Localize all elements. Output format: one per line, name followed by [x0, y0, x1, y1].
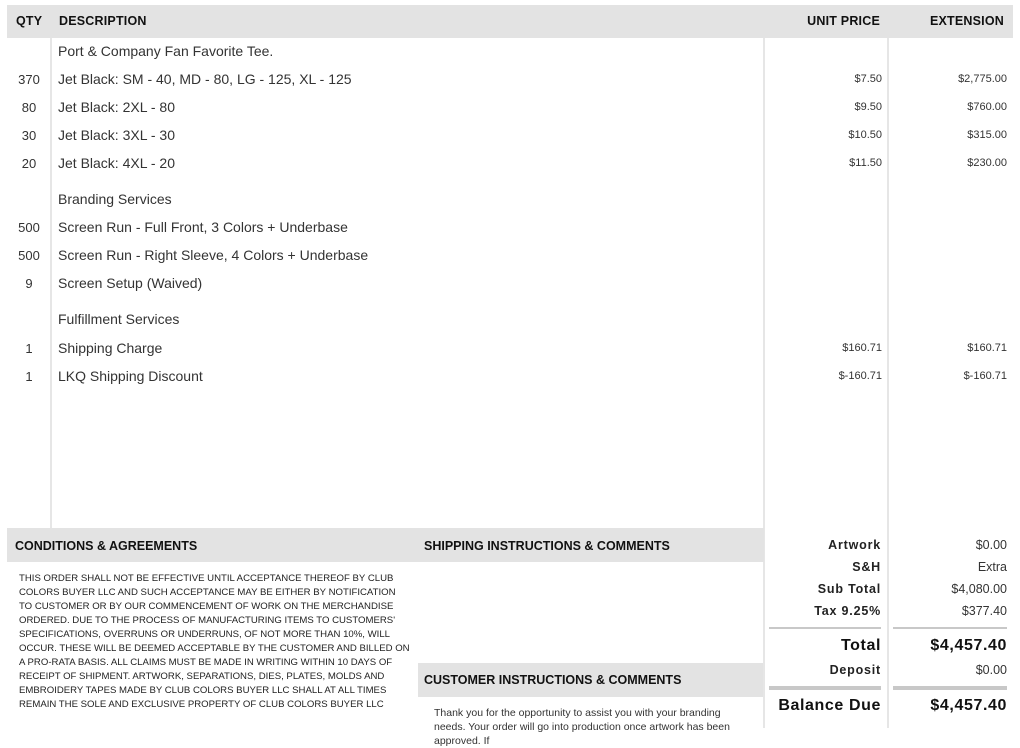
- line-item-extension: $2,775.00: [958, 73, 1007, 85]
- shipping-title: SHIPPING INSTRUCTIONS & COMMENTS: [424, 539, 670, 553]
- line-item-qty: 30: [21, 128, 37, 143]
- balance-due-label: Balance Due: [778, 697, 881, 714]
- line-item-price: $10.50: [848, 129, 882, 141]
- line-item-desc: Shipping Charge: [58, 340, 163, 356]
- line-item-desc: Jet Black: 3XL - 30: [58, 127, 175, 143]
- customer-text: Thank you for the opportunity to assist you with your branding needs. Your order will go into production once artwork has been approved. If: [434, 707, 730, 747]
- line-item-desc: Jet Black: 4XL - 20: [58, 155, 175, 171]
- total-label: Total: [840, 637, 881, 654]
- line-item-desc: Screen Run - Full Front, 3 Colors + Underbase: [58, 219, 348, 235]
- balance-rule: [769, 686, 881, 690]
- conditions-text: THIS ORDER SHALL NOT BE EFFECTIVE UNTIL ACCEPTANCE THEREOF BY CLUB COLORS BUYER LLC AND SUCH ACCEPTANCE MAY BE EITHER BY NOTIFICATION TO CUSTOMER OR BY OUR COMMENCEMENT OF WORK ON THE MERCHANDISE ORDERED. DUE TO THE PROCESS OF MANUFACTURING ITEMS TO CUSTOMERS' SPECIFICATIONS, OVERRUNS OR UNDERRUNS, OF NOT MORE THAN 10%, WILL OCCUR. THESE WILL BE DEEMED ACCEPTABLE BY THE CUSTOMER AND BILLED ON A PRO-RATA BASIS. ALL CLAIMS MUST BE MADE IN WRITING WITHIN 10 DAYS OF RECEIPT OF SHIPMENT. ARTWORK, SEPARATIONS, DIES, PLATES, MOLDS AND EMBROIDERY TAPES MADE BY CLUB COLORS BUYER LLC SHALL AT ALL TIMES REMAIN THE SOLE AND EXCLUSIVE PROPERTY OF CLUB COLORS BUYER LLC: [19, 573, 410, 710]
- qty-header: QTY: [16, 14, 43, 28]
- line-item-qty: 500: [18, 220, 40, 235]
- deposit-value: $0.00: [975, 663, 1007, 677]
- line-item-price: $-160.71: [838, 370, 882, 382]
- line-item-desc: Screen Run - Right Sleeve, 4 Colors + Underbase: [58, 247, 369, 263]
- line-item-desc: LKQ Shipping Discount: [58, 368, 203, 384]
- subtotal-value: $4,080.00: [951, 582, 1007, 596]
- deposit-label: Deposit: [829, 663, 881, 677]
- customer-title: CUSTOMER INSTRUCTIONS & COMMENTS: [424, 673, 682, 687]
- line-item-qty: 80: [21, 100, 37, 115]
- total-rule: [893, 627, 1007, 629]
- line-item-extension: $-160.71: [963, 370, 1007, 382]
- subtotal-label: Sub Total: [817, 582, 881, 596]
- line-item-price: $7.50: [854, 73, 882, 85]
- line-item-extension: $230.00: [967, 157, 1007, 169]
- column-divider-price: [763, 38, 765, 728]
- line-item-qty: 9: [25, 276, 33, 291]
- unit-price-header: UNIT PRICE: [807, 14, 880, 28]
- balance-rule: [893, 686, 1007, 690]
- column-divider-extension: [887, 38, 889, 728]
- line-item-desc: Fulfillment Services: [58, 311, 180, 327]
- conditions-title: CONDITIONS & AGREEMENTS: [15, 539, 198, 553]
- line-item-extension: $760.00: [967, 101, 1007, 113]
- line-item-extension: $160.71: [967, 342, 1007, 354]
- artwork-label: Artwork: [828, 538, 881, 552]
- line-item-desc: Jet Black: SM - 40, MD - 80, LG - 125, XL - 125: [58, 71, 352, 87]
- extension-header: EXTENSION: [929, 14, 1004, 28]
- artwork-value: $0.00: [975, 538, 1007, 552]
- line-item-desc: Jet Black: 2XL - 80: [58, 99, 175, 115]
- sh-label: S&H: [852, 560, 881, 574]
- line-item-qty: 1: [25, 341, 33, 356]
- line-item-qty: 500: [18, 248, 40, 263]
- balance-due-value: $4,457.40: [930, 697, 1007, 714]
- line-item-qty: 370: [18, 72, 40, 87]
- line-item-desc: Branding Services: [58, 191, 172, 207]
- total-rule: [769, 627, 881, 629]
- sh-value: Extra: [977, 560, 1007, 574]
- line-item-extension: $315.00: [967, 129, 1007, 141]
- description-header: DESCRIPTION: [59, 14, 147, 28]
- line-item-qty: 20: [21, 156, 37, 171]
- column-divider-qty: [50, 38, 52, 528]
- line-item-price: $160.71: [842, 342, 882, 354]
- tax-label: Tax 9.25%: [814, 604, 881, 618]
- line-item-price: $11.50: [849, 157, 882, 169]
- line-item-price: $9.50: [854, 101, 882, 113]
- total-value: $4,457.40: [930, 637, 1007, 654]
- tax-value: $377.40: [961, 604, 1007, 618]
- line-item-desc: Port & Company Fan Favorite Tee.: [58, 43, 274, 59]
- line-item-desc: Screen Setup (Waived): [58, 275, 203, 291]
- line-item-qty: 1: [25, 369, 33, 384]
